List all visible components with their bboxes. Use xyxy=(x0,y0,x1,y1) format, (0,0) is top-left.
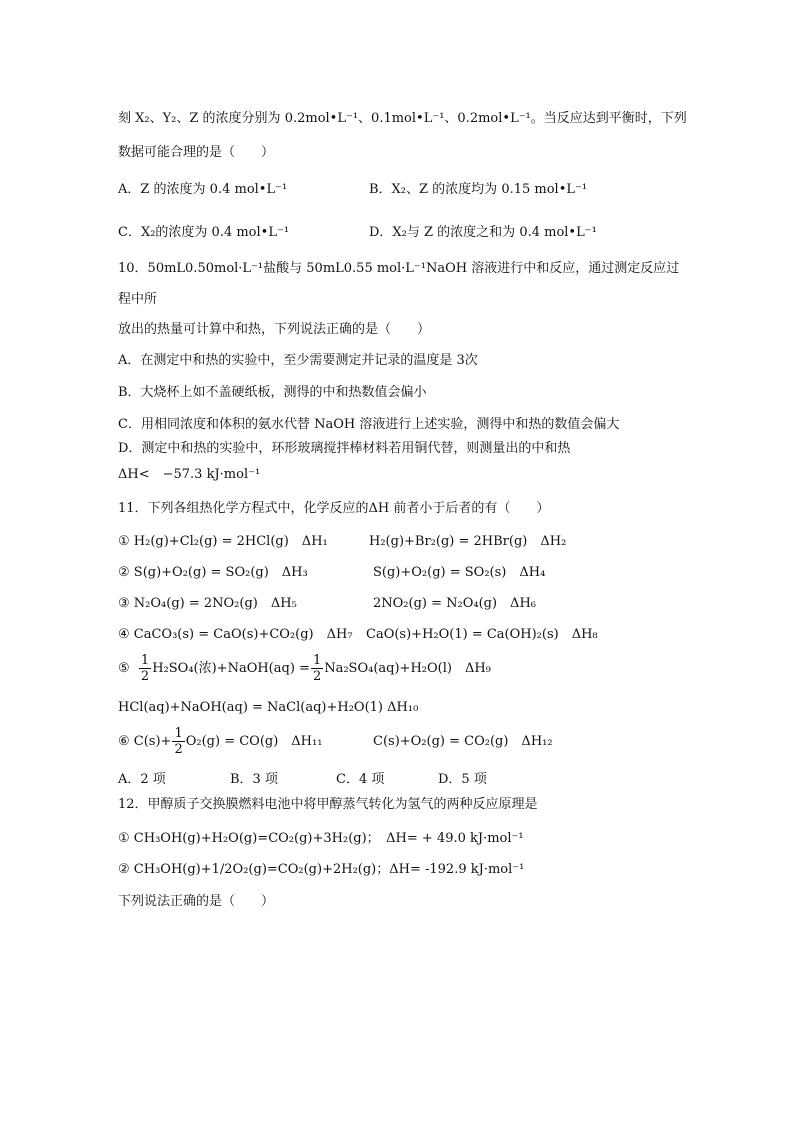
q10-option-d-cont: ΔH< −57.3 kJ·mol⁻¹ xyxy=(118,467,261,482)
q12-question: 下列说法正确的是（ ） xyxy=(118,894,275,909)
q11-reaction-2a: ② S(g)+O₂(g) = SO₂(g) ΔH₃ xyxy=(118,565,308,580)
q10-line2: 程中所 xyxy=(118,292,158,307)
q10-line1: 10．50mL0.50mol·L⁻¹盐酸与 50mL0.55 mol·L⁻¹NaOH 溶液进行中和反应，通过测定反应过 xyxy=(118,261,680,276)
q11-reaction-1a: ① H₂(g)+Cl₂(g) = 2HCl(g) ΔH₁ xyxy=(118,534,328,549)
q11-reaction-6-left: O₂(g) = CO(g) ΔH₁₁ xyxy=(185,734,323,749)
q11-reaction-3a: ③ N₂O₄(g) = 2NO₂(g) ΔH₅ xyxy=(118,596,297,611)
q11-reaction-5a xyxy=(118,651,491,687)
q11-reaction-5-right: Na₂SO₄(aq)+H₂O(l) ΔH₉ xyxy=(324,661,491,676)
q11-reaction-3b: 2NO₂(g) = N₂O₄(g) ΔH₆ xyxy=(373,596,536,611)
q9-line1: 刻 X₂、Y₂、Z 的浓度分别为 0.2mol•L⁻¹、0.1mol•L⁻¹、0.2mol•L⁻¹。当反应达到平衡时，下列 xyxy=(118,111,687,126)
q11-reaction-4b: CaO(s)+H₂O(1) = Ca(OH)₂(s) ΔH₈ xyxy=(366,627,598,642)
q11-stem: 11．下列各组热化学方程式中，化学反应的ΔH 前者小于后者的有（ ） xyxy=(118,501,550,516)
q10-option-a: A．在测定中和热的实验中，至少需要测定并记录的温度是 3次 xyxy=(118,353,478,368)
q11-reaction-5b: HCl(aq)+NaOH(aq) = NaCl(aq)+H₂O(1) ΔH₁₀ xyxy=(118,700,419,715)
fraction-half: $\frac{1}{2}$ xyxy=(174,726,183,757)
q11-choice-b: B．3 项 xyxy=(230,772,278,787)
q11-reaction-4a: ④ CaCO₃(s) = CaO(s)+CO₂(g) ΔH₇ xyxy=(118,627,353,642)
q9-option-d: D．X₂与 Z 的浓度之和为 0.4 mol•L⁻¹ xyxy=(369,225,597,240)
q11-reaction-6b: C(s)+O₂(g) = CO₂(g) ΔH₁₂ xyxy=(373,734,553,749)
q11-reaction-2b: S(g)+O₂(g) = SO₂(s) ΔH₄ xyxy=(373,565,546,580)
q10-option-d: D．测定中和热的实验中，环形玻璃搅拌棒材料若用铜代替，则测量出的中和热 xyxy=(118,441,571,456)
q11-choice-d: D．5 项 xyxy=(438,772,487,787)
q12-stem: 12．甲醇质子交换膜燃料电池中将甲醇蒸气转化为氢气的两种反应原理是 xyxy=(118,797,538,812)
q11-choice-a: A．2 项 xyxy=(118,772,166,787)
q10-option-b: B．大烧杯上如不盖硬纸板，测得的中和热数值会偏小 xyxy=(118,385,427,400)
q11-reaction-6-prefix: ⑥ C(s)+ xyxy=(118,734,172,749)
fraction-half: $\frac{1}{2}$ xyxy=(312,653,322,684)
fraction-half: $\frac{1}{2}$ xyxy=(140,653,150,684)
q11-reaction-5-label: ⑤ xyxy=(118,661,130,676)
q9-line2: 数据可能合理的是（ ） xyxy=(118,145,275,160)
q12-reaction-2: ② CH₃OH(g)+1/2O₂(g)=CO₂(g)+2H₂(g)；ΔH= -192.9 kJ·mol⁻¹ xyxy=(118,862,525,877)
q12-reaction-1: ① CH₃OH(g)+H₂O(g)=CO₂(g)+3H₂(g)； ΔH= + 49.0 kJ·mol⁻¹ xyxy=(118,831,524,846)
q9-option-b: B．X₂、Z 的浓度均为 0.15 mol•L⁻¹ xyxy=(369,182,588,197)
q11-reaction-1b: H₂(g)+Br₂(g) = 2HBr(g) ΔH₂ xyxy=(369,534,567,549)
q11-reaction-5-left: H₂SO₄(浓)+NaOH(aq) = xyxy=(152,661,310,676)
q10-line3: 放出的热量可计算中和热，下列说法正确的是（ ） xyxy=(118,322,431,337)
q11-reaction-6a xyxy=(118,724,322,760)
q9-option-a: A．Z 的浓度为 0.4 mol•L⁻¹ xyxy=(118,182,288,197)
q9-option-c: C．X₂的浓度为 0.4 mol•L⁻¹ xyxy=(118,225,290,240)
q11-choice-c: C．4 项 xyxy=(336,772,385,787)
q10-option-c: C．用相同浓度和体积的氨水代替 NaOH 溶液进行上述实验，测得中和热的数值会偏大 xyxy=(118,417,620,432)
